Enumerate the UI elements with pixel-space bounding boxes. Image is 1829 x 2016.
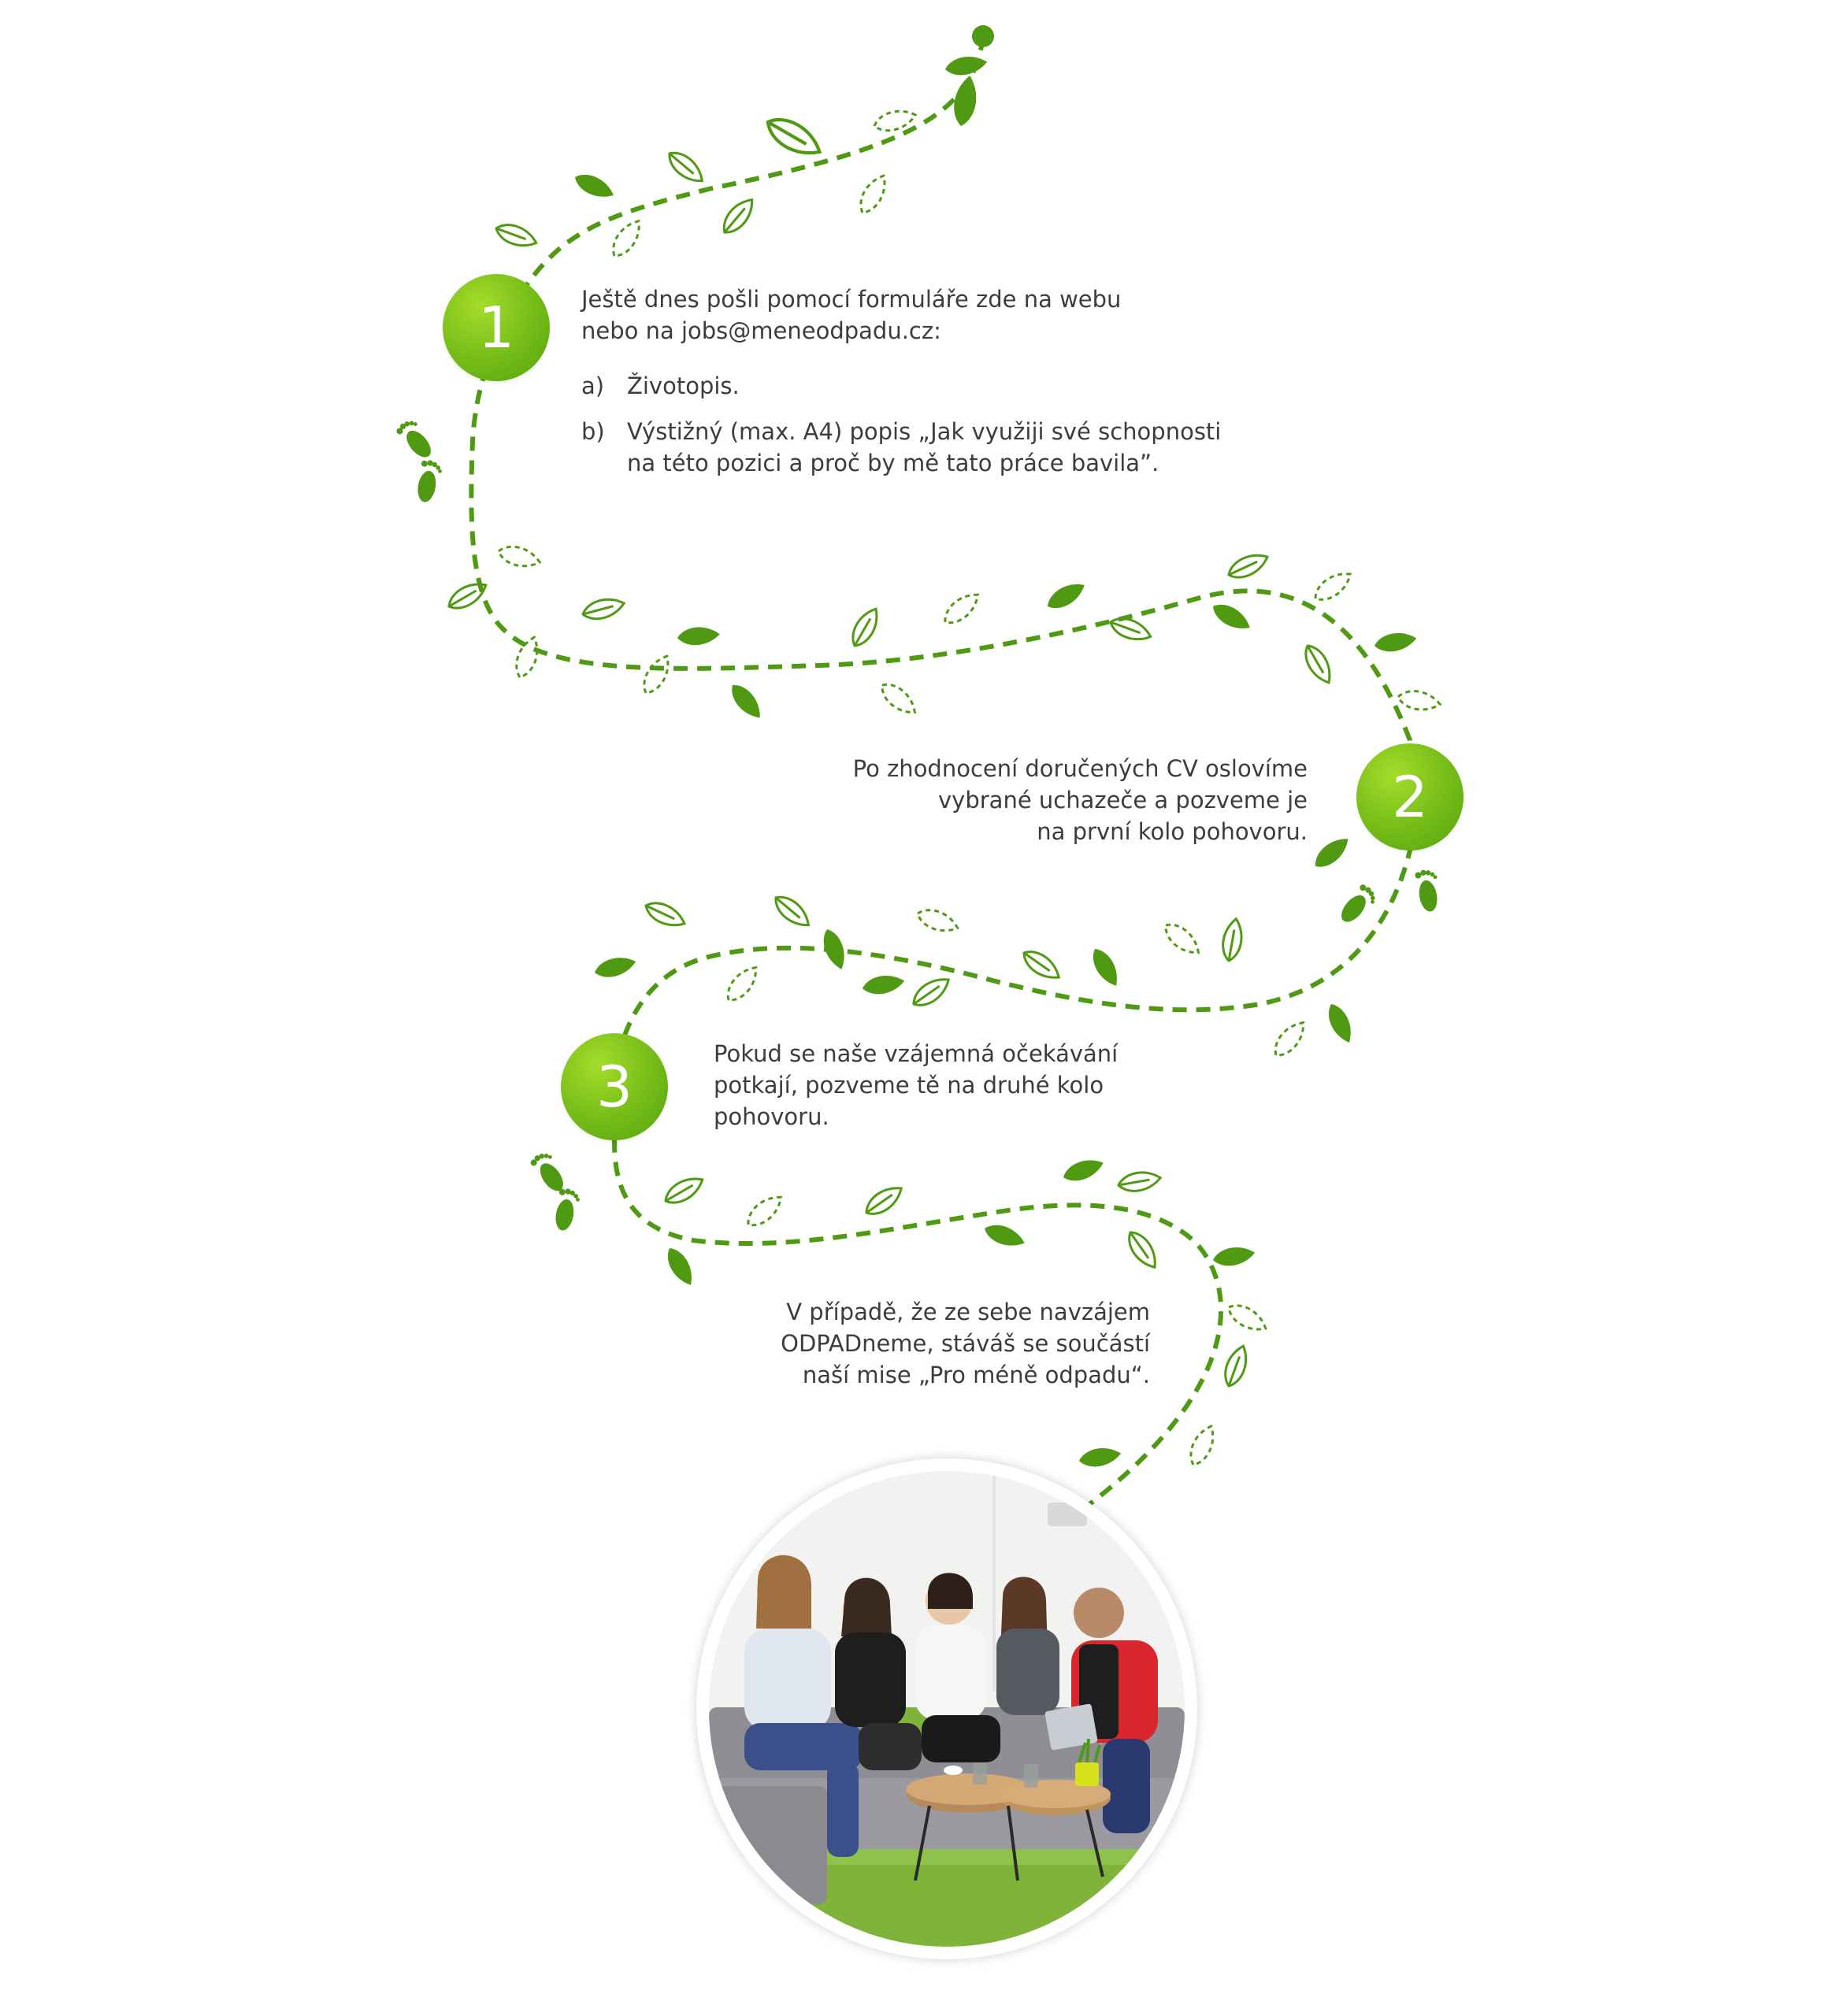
leaf-icon: [862, 1181, 907, 1220]
leaf-icon: [496, 543, 542, 571]
step-1-intro-line: Ještě dnes pošli pomocí formuláře zde na webu: [581, 286, 1122, 313]
leaf-icon: [571, 169, 617, 203]
leaf-icon: [944, 54, 989, 79]
leaf-icon: [1220, 1343, 1252, 1388]
leaf-icon: [909, 973, 954, 1011]
leaf-icon: [1397, 688, 1441, 713]
list-item-text: Výstižný (max. A4) popis „Jak využiji své schopnosti: [627, 418, 1222, 445]
step-2-line: na první kolo pohovoru.: [1037, 818, 1308, 845]
leaf-icon: [661, 1172, 707, 1209]
list-item: [581, 370, 1259, 402]
leaf-icon: [718, 194, 759, 238]
step-number-circle: 1: [443, 274, 550, 381]
step-3-text: [714, 1038, 1202, 1132]
leaf-icon: [1019, 946, 1064, 984]
leaf-icon: [762, 111, 825, 162]
leaf-icon: [722, 962, 762, 1006]
leaf-icon: [1224, 1299, 1270, 1336]
leaf-icon: [981, 1220, 1027, 1251]
leaf-icon: [638, 652, 675, 698]
step-2-line: vybrané uchazeče a pozveme je: [938, 787, 1308, 813]
leaf-icon: [1117, 1169, 1162, 1195]
leaf-icon: [1211, 1244, 1256, 1269]
step-4-text: [677, 1296, 1150, 1391]
leaf-icon: [662, 1243, 699, 1289]
leaf-icon: [1208, 598, 1254, 636]
leaf-icon: [951, 74, 981, 128]
leaf-icon: [607, 216, 646, 261]
team-photo-illustration: [709, 1471, 1185, 1947]
leaf-icon: [1043, 577, 1089, 614]
leaf-icon: [1185, 1422, 1219, 1468]
leaf-icon: [877, 678, 921, 719]
step-2-line: Po zhodnocení doručených CV oslovíme: [852, 755, 1308, 782]
list-marker: b): [581, 418, 605, 445]
leaf-icon: [770, 891, 814, 932]
leaf-icon: [1060, 1154, 1106, 1186]
leaf-icon: [1300, 641, 1337, 687]
leaf-icon: [861, 973, 906, 998]
list-item-text: na této pozici a proč by mě tato práce bavila”.: [627, 450, 1159, 476]
leaf-icon: [1123, 1228, 1162, 1273]
leaf-icon: [1220, 917, 1245, 962]
step-3-line: Pokud se naše vzájemná očekávání: [714, 1040, 1119, 1067]
list-item: [581, 416, 1259, 479]
leaf-icon: [581, 595, 626, 623]
team-photo-frame: [696, 1458, 1197, 1959]
step-1-text: [581, 284, 1259, 479]
leaf-icon: [1087, 944, 1124, 990]
footprints-icon: [395, 416, 443, 504]
step-4-line: naší mise „Pro méně odpadu“.: [802, 1362, 1150, 1388]
leaf-icon: [664, 146, 708, 187]
step-3-line: potkají, pozveme tě na druhé kolo: [714, 1072, 1104, 1099]
leaf-icon: [677, 625, 721, 647]
leaf-icon: [1225, 549, 1271, 583]
footprints-icon: [529, 1148, 581, 1232]
team-photo: [709, 1471, 1185, 1947]
list-marker: a): [581, 372, 605, 399]
leaf-icon: [725, 680, 766, 724]
leaf-icon: [1311, 567, 1356, 606]
list-item-text: Životopis.: [627, 372, 740, 399]
step-number-circle: 3: [561, 1033, 668, 1140]
leaf-icon: [642, 898, 688, 932]
leaf-icon: [592, 953, 638, 981]
leaf-icon: [1160, 918, 1204, 959]
step-1-intro-line: nebo na jobs@meneodpadu.cz:: [581, 317, 941, 344]
leaf-icon: [1269, 1017, 1310, 1061]
leaf-icon: [444, 577, 490, 614]
leaf-icon: [1310, 832, 1354, 873]
leaf-icon: [1078, 1445, 1122, 1470]
step-4-line: V případě, že ze sebe navzájem: [786, 1299, 1150, 1325]
leaf-icon: [940, 588, 984, 629]
leaf-icon: [818, 926, 850, 972]
leaf-icon: [1323, 1000, 1357, 1046]
leaf-icon: [914, 905, 960, 936]
step-3-line: pohovoru.: [714, 1103, 829, 1130]
step-4-line: ODPADneme, stáváš se součástí: [781, 1330, 1150, 1357]
leaf-icon: [1373, 630, 1418, 655]
leaf-icon: [855, 172, 892, 217]
leaf-icon: [493, 220, 539, 251]
footprints-icon: [1336, 868, 1442, 928]
step-2-text: [788, 753, 1308, 847]
leaf-icon: [847, 605, 884, 650]
step-number-circle: 2: [1356, 743, 1464, 850]
leaf-icon: [743, 1191, 787, 1232]
